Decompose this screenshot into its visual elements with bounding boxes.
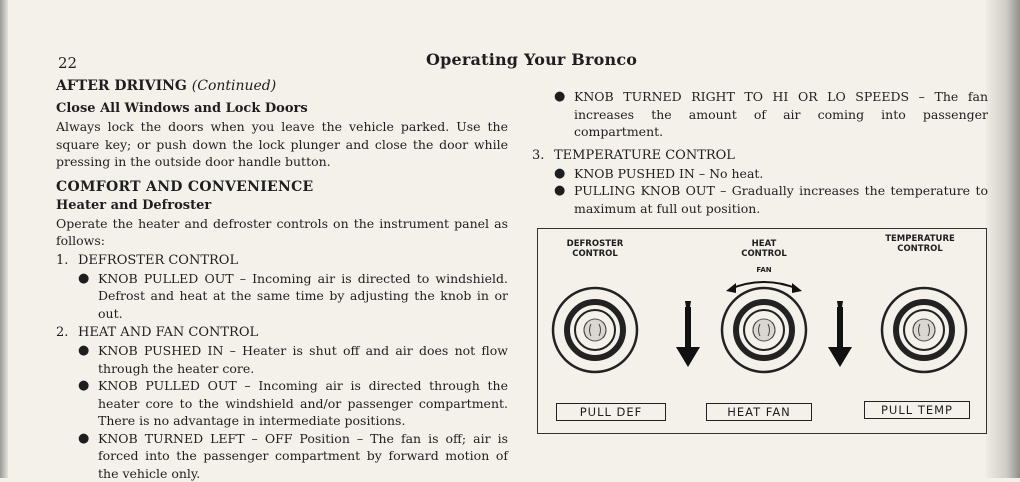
item-1-bullet-1-text: KNOB PULLED OUT – Incoming air is directed to windshield. Defrost and heat at the same time by adjusting the knob in or out. — [98, 271, 508, 321]
item-3-bullet-2 — [532, 182, 988, 217]
item-1-bullet-1 — [56, 270, 508, 323]
item-2-number: 2. — [56, 324, 78, 342]
after-driving-title: AFTER DRIVING — [56, 78, 187, 94]
page-number: 22 — [58, 54, 77, 72]
heat-label-line-1: HEAT — [724, 239, 804, 249]
bullet-dot-icon: ● — [554, 165, 565, 183]
continued-label: (Continued) — [192, 78, 276, 94]
close-windows-text: Always lock the doors when you leave the vehicle parked. Use the square key; or push down the lock plunger and close the door while pressing in the outside door handle button. — [56, 118, 508, 171]
bullet-dot-icon: ● — [78, 270, 89, 288]
close-windows-heading: Close All Windows and Lock Doors — [56, 100, 508, 118]
item-2-bullet-2 — [56, 377, 508, 430]
heat-control-label — [724, 239, 804, 259]
item-2-bullet-4 — [532, 88, 988, 141]
item-2-bullet-3 — [56, 430, 508, 482]
bullet-dot-icon: ● — [554, 182, 565, 200]
item-2-bullet-2-text: KNOB PULLED OUT – Incoming air is directed through the heater core to the windshield and/or passenger compartment. There is no advantage in intermediate positions. — [98, 378, 508, 428]
item-2-bullet-1 — [56, 342, 508, 377]
item-1-title: DEFROSTER CONTROL — [78, 253, 238, 268]
fan-label: FAN — [744, 265, 784, 275]
item-1-number: 1. — [56, 252, 78, 270]
page-edge-right — [986, 0, 1020, 478]
running-head: Operating Your Bronco — [426, 50, 637, 69]
heater-controls-diagram — [537, 228, 987, 434]
item-2-bullet-4-text: KNOB TURNED RIGHT TO HI OR LO SPEEDS – The fan increases the amount of air coming into passenger compartment. — [574, 89, 988, 139]
temperature-label-line-2: CONTROL — [870, 244, 970, 254]
bullet-dot-icon: ● — [78, 430, 89, 448]
heat-fan-label: HEAT FAN — [706, 403, 812, 421]
pull-arrow-2-icon — [828, 301, 852, 367]
item-2-bullet-3-text: KNOB TURNED LEFT – OFF Position – The fan is off; air is forced into the passenger compartment by forward motion of the vehicle only. — [98, 431, 508, 481]
left-column — [56, 76, 508, 482]
page-edge-left — [0, 0, 8, 478]
bullet-dot-icon: ● — [554, 88, 565, 106]
temperature-label-line-1: TEMPERATURE — [870, 234, 970, 244]
defroster-knob-icon — [553, 288, 637, 372]
bullet-dot-icon: ● — [78, 377, 89, 395]
item-2-bullet-1-text: KNOB PUSHED IN – Heater is shut off and air does not flow through the heater core. — [98, 343, 508, 376]
after-driving-heading — [56, 76, 508, 96]
item-3-bullet-2-text: PULLING KNOB OUT – Gradually increases the temperature to maximum at full out position. — [574, 183, 988, 216]
item-3-heading — [532, 147, 988, 165]
right-column — [532, 88, 988, 217]
pull-def-label: PULL DEF — [556, 403, 666, 421]
temperature-knob-icon — [882, 288, 966, 372]
heat-fan-knob-icon — [722, 288, 806, 372]
heater-text: Operate the heater and defroster controls on the instrument panel as follows: — [56, 215, 508, 250]
item-3-bullet-1-text: KNOB PUSHED IN – No heat. — [574, 166, 763, 181]
defroster-control-label — [560, 239, 630, 259]
pull-arrow-1-icon — [676, 301, 700, 367]
pull-temp-label: PULL TEMP — [864, 401, 970, 419]
heater-heading: Heater and Defroster — [56, 197, 508, 215]
item-2-title: HEAT AND FAN CONTROL — [78, 325, 258, 340]
defroster-label-line-2: CONTROL — [560, 249, 630, 259]
item-3-title: TEMPERATURE CONTROL — [554, 148, 735, 163]
item-3-number: 3. — [532, 147, 554, 165]
item-1-heading — [56, 252, 508, 270]
comfort-heading: COMFORT AND CONVENIENCE — [56, 177, 508, 197]
temperature-control-label — [870, 234, 970, 254]
bullet-dot-icon: ● — [78, 342, 89, 360]
defroster-label-line-1: DEFROSTER — [560, 239, 630, 249]
item-2-heading — [56, 324, 508, 342]
heat-label-line-2: CONTROL — [724, 249, 804, 259]
item-3-bullet-1 — [532, 165, 988, 183]
